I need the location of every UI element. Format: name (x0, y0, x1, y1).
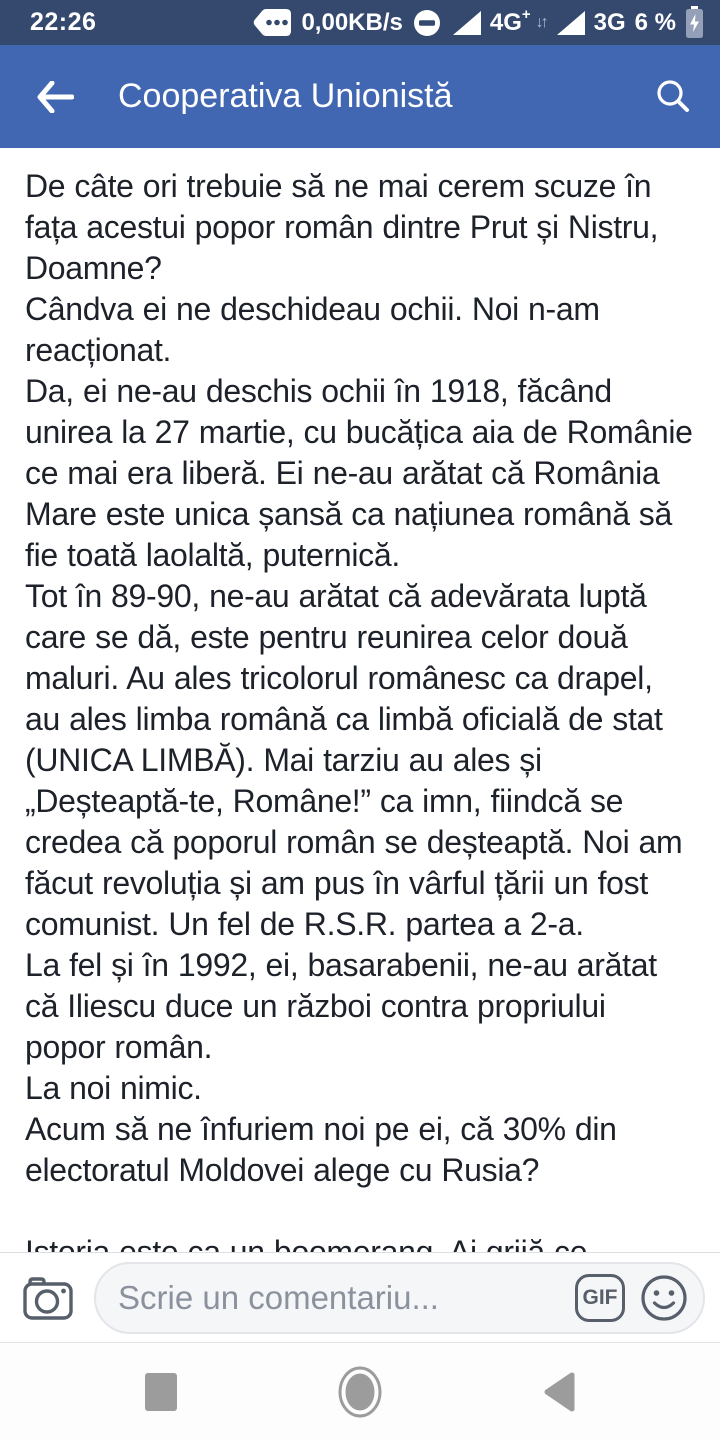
signal-strength-icon-sim2 (555, 11, 585, 35)
clock: 22:26 (30, 8, 97, 36)
comment-composer-bar (0, 1252, 720, 1342)
back-nav-button[interactable] (542, 1371, 576, 1413)
attach-photo-button[interactable] (22, 1275, 74, 1321)
circle-icon (336, 1365, 384, 1419)
post-paragraph: La fel și în 1992, ei, basarabenii, ne-au arătat că Iliescu duce un război contra propriului popor român. (25, 947, 657, 1065)
post-paragraph: Tot în 89-90, ne-au arătat că adevărata luptă care se dă, este pentru reunirea celor două maluri. Au ales tricolorul românesc ca drapel, au ales limba română ca limbă oficială de stat (UNICA LIMBĂ). Mai tarziu au ales și „Deșteaptă-te, Române!” ca imn, fiindcă se credea că poporul român se deșteaptă. Noi am făcut revoluția și am pus în vârful țării un fost comunist. Un fel de R.S.R. partea a 2-a. (25, 578, 683, 942)
square-icon (144, 1372, 178, 1412)
recents-button[interactable] (144, 1372, 178, 1412)
arrow-left-icon (36, 81, 74, 113)
comment-input[interactable] (94, 1262, 705, 1334)
network-type-sim2: 3G (593, 8, 626, 36)
battery-percent: 6 % (634, 8, 676, 36)
sms-notification-icon (252, 7, 292, 38)
battery-charging-icon (685, 6, 704, 39)
post-scroll-area[interactable] (0, 148, 720, 1440)
post-text (25, 166, 695, 1273)
data-speed: 0,00KB/s (301, 8, 403, 36)
post-paragraph: De câte ori trebuie să ne mai cerem scuze în fața acestui popor român dintre Prut și Nistru, Doamne? (25, 168, 659, 286)
emoji-button[interactable] (639, 1273, 689, 1323)
camera-icon (22, 1275, 74, 1321)
post-paragraph: Cândva ei ne deschideau ochii. Noi n-am reacționat. (25, 291, 600, 368)
gif-button[interactable] (575, 1274, 625, 1322)
search-button[interactable] (654, 78, 692, 116)
back-button[interactable] (36, 81, 74, 113)
gif-icon: GIF (575, 1274, 625, 1322)
post-paragraph: Da, ei ne-au deschis ochii în 1918, făcând unirea la 27 martie, cu bucățica aia de Românie ce mai era liberă. Ei ne-au arătat că România Mare este unica șansă ca națiunea română să fie toată laolaltă, puternică. (25, 373, 693, 573)
status-indicators (252, 6, 704, 39)
post-paragraph (25, 1191, 695, 1232)
app-bar (0, 45, 720, 148)
post-paragraph: Acum să ne înfuriem noi pe ei, că 30% din electoratul Moldovei alege cu Rusia? (25, 1111, 617, 1188)
network-type-sim1: 4G + (489, 5, 531, 36)
home-button[interactable] (336, 1365, 384, 1419)
page-title: Cooperativa Unionistă (118, 77, 453, 115)
post-paragraph: La noi nimic. (25, 1070, 202, 1106)
triangle-left-icon (542, 1371, 576, 1413)
status-bar (0, 0, 720, 45)
data-saver-icon (412, 8, 442, 38)
search-icon (654, 78, 692, 116)
signal-strength-icon-sim1 (451, 11, 481, 35)
data-activity-arrows-icon: ↓↑ (535, 13, 546, 31)
smiley-icon (639, 1273, 689, 1323)
android-navigation-bar (0, 1342, 720, 1440)
comment-input-placeholder: Scrie un comentariu... (118, 1278, 439, 1316)
